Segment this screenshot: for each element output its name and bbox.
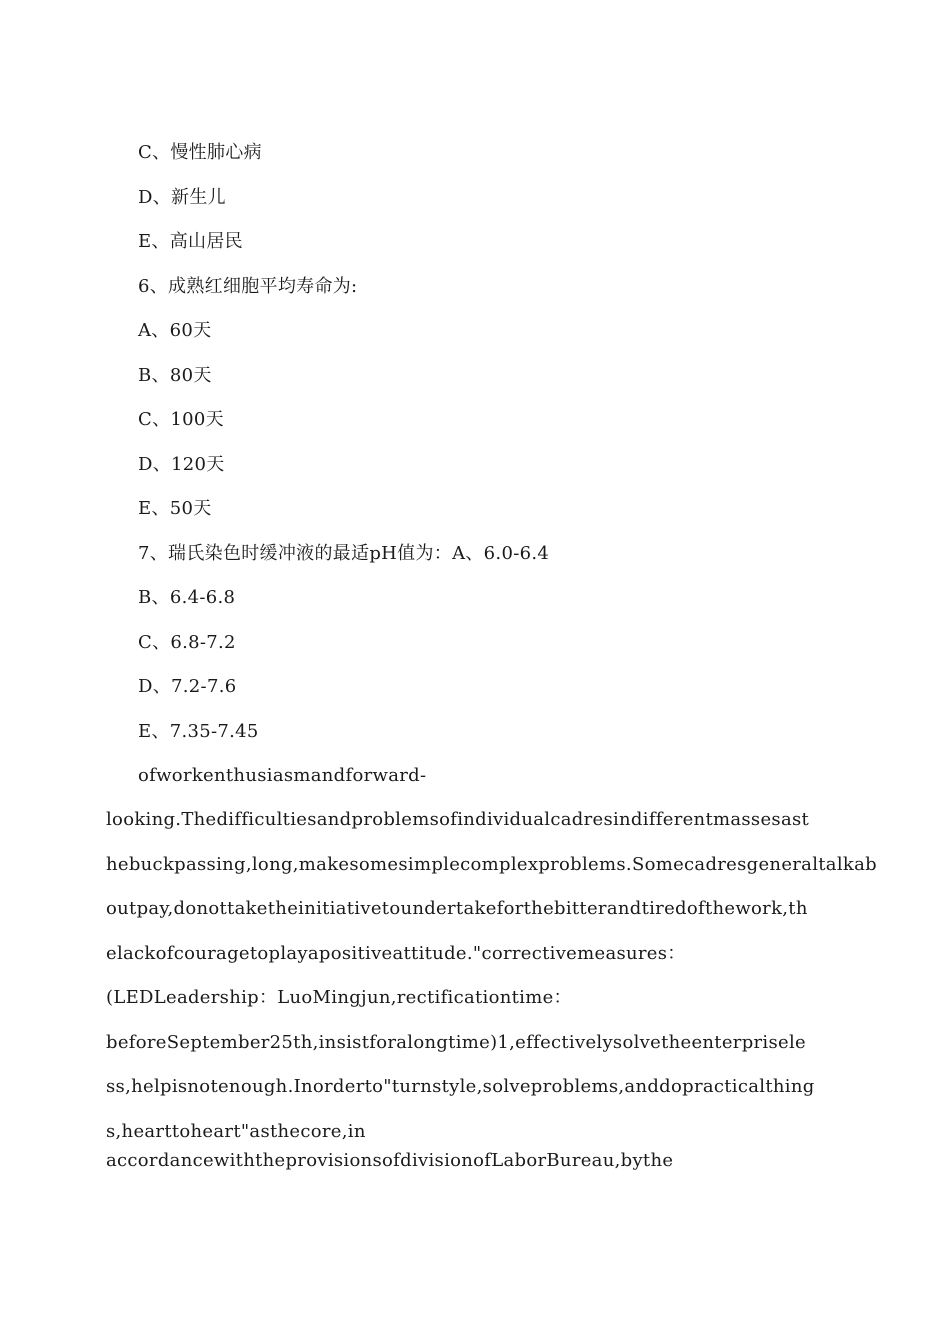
q6-option-e: E、50天 (138, 498, 212, 519)
q6-option-c: C、100天 (138, 409, 224, 430)
paragraph-line-2: looking.Thedifficultiesandproblemsofindividualcadresindifferentmassesast (106, 809, 810, 830)
paragraph-line-8: ss,helpisnotenough.Inorderto"turnstyle,solveproblems,anddopracticalthing (106, 1076, 815, 1097)
option-e-highland-residents: E、高山居民 (138, 231, 243, 252)
paragraph-line-9: s,hearttoheart"asthecore,in (106, 1121, 366, 1142)
paragraph-line-4: outpay,donottaketheinitiativetoundertakeforthebitterandtiredofthework,th (106, 898, 808, 919)
q7-option-b: B、6.4-6.8 (138, 587, 236, 608)
question-7: 7、瑞氏染色时缓冲液的最适pH值为：A、6.0-6.4 (138, 543, 550, 564)
paragraph-line-5: elackofcouragetoplayapositiveattitude."correctivemeasures： (106, 943, 686, 964)
q6-option-b: B、80天 (138, 365, 212, 386)
paragraph-line-1: ofworkenthusiasmandforward- (138, 765, 427, 786)
paragraph-line-3: hebuckpassing,long,makesomesimplecomplexproblems.Somecadresgeneraltalkab (106, 854, 877, 875)
option-c-chronic-cor-pulmonale: C、慢性肺心病 (138, 142, 262, 163)
paragraph-line-6: (LEDLeadership：LuoMingjun,rectificationtime： (106, 987, 572, 1008)
q6-option-a: A、60天 (138, 320, 212, 341)
option-d-newborn: D、新生儿 (138, 187, 226, 208)
question-6: 6、成熟红细胞平均寿命为: (138, 276, 358, 297)
q7-option-e: E、7.35-7.45 (138, 721, 259, 742)
q7-option-c: C、6.8-7.2 (138, 632, 236, 653)
q6-option-d: D、120天 (138, 454, 225, 475)
paragraph-line-7: beforeSeptember25th,insistforalongtime)1,effectivelysolvetheenterprisele (106, 1032, 806, 1053)
q7-option-d: D、7.2-7.6 (138, 676, 237, 697)
paragraph-line-10: accordancewiththeprovisionsofdivisionofLaborBureau,bythe (106, 1150, 674, 1171)
